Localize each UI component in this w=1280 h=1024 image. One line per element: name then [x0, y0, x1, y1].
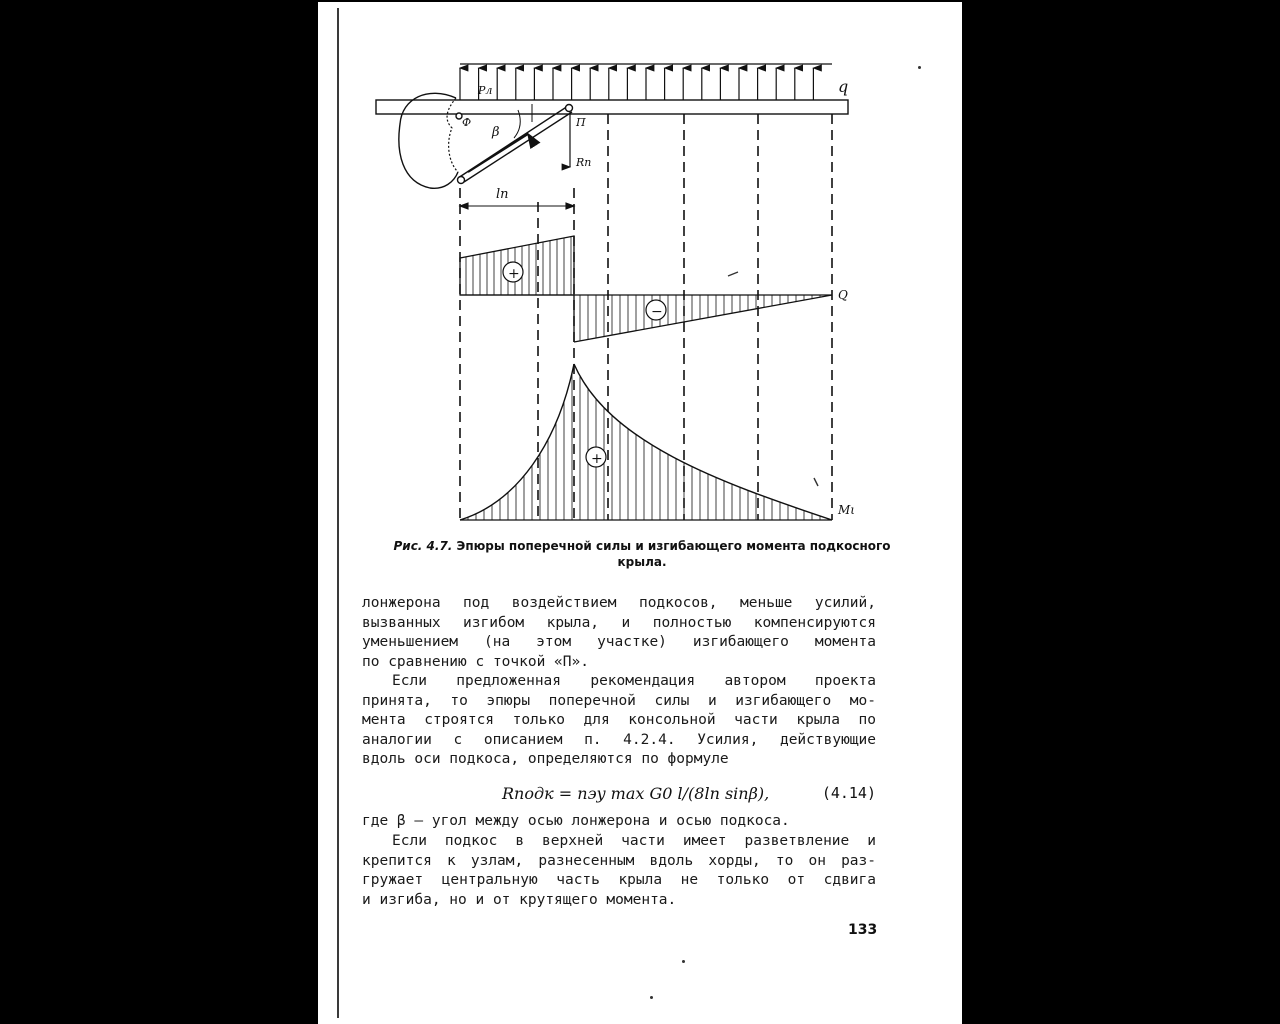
paragraph-4 — [362, 832, 876, 910]
dashed-station-lines — [460, 114, 832, 520]
book-page — [318, 2, 962, 1024]
caption-text: Эпюры поперечной силы и изгибающего момента подкосного крыла. — [456, 539, 891, 569]
text-line: где β — угол между осью лонжерона и осью подкоса. — [362, 813, 790, 829]
formula-expression: Rподк = nэy max G0 l/(8lп sinβ), — [502, 784, 770, 803]
text-line: гружает центральную часть крыла не только от сдвига — [362, 872, 876, 888]
text-line: вдоль оси подкоса, определяются по формуле — [362, 751, 729, 767]
scan-speck — [682, 960, 685, 963]
p-load-label: Pл — [478, 84, 493, 97]
q-minus-text: − — [651, 304, 663, 320]
text-line: мента строятся только для консольной части крыла по — [362, 712, 876, 728]
text-line: Если подкос в верхней части имеет разветвление и — [392, 833, 876, 849]
strut — [456, 105, 573, 184]
lp-label: lп — [496, 187, 509, 202]
strut-wing-diagram — [318, 2, 962, 532]
m-plus-text: + — [591, 451, 603, 467]
text-line: принята, то эпюры поперечной силы и изгибающего мо- — [362, 692, 876, 709]
shear-force-diagram — [460, 236, 832, 342]
text-line: по сравнению с точкой «П». — [362, 653, 589, 670]
formula-4-14 — [362, 784, 876, 806]
text-line: и изгиба, но и от крутящего момента. — [362, 891, 677, 908]
fuselage-outline — [399, 93, 458, 188]
paragraph-1 — [362, 594, 876, 672]
m-axis-label: Mι — [838, 503, 855, 517]
wing-spar — [376, 100, 848, 114]
q-axis-label: Q — [838, 288, 848, 302]
q-plus-text: + — [508, 266, 520, 282]
scan-speck — [650, 996, 653, 999]
lp-dimension — [460, 203, 574, 209]
bending-moment-diagram — [460, 364, 832, 520]
beta-label: β — [492, 125, 500, 140]
paragraph-3 — [362, 812, 876, 832]
text-line: лонжерона под воздействием подкосов, меньше усилий, — [362, 595, 876, 611]
q-load-label: q — [838, 77, 849, 96]
page-number: 133 — [848, 922, 878, 938]
rp-label: Rп — [576, 156, 592, 169]
text-line: уменьшением (на этом участке) изгибающего момента — [362, 634, 876, 650]
text-line: аналогии с описанием п. 4.2.4. Усилия, действующие — [362, 731, 876, 748]
text-line: крепится к узлам, разнесенным вдоль хорды, то он раз- — [362, 852, 876, 869]
distributed-load-arrows — [460, 64, 832, 100]
formula-number: (4.14) — [821, 784, 876, 802]
caption-number: Рис. 4.7. — [393, 539, 453, 553]
paragraph-2 — [362, 672, 876, 770]
text-line: вызванных изгибом крыла, и полностью компенсируются — [362, 614, 876, 631]
pi-point-label: П — [576, 116, 586, 129]
figure-caption — [368, 538, 916, 570]
phi-label: Ф — [462, 116, 472, 129]
scan-speck — [918, 66, 921, 69]
text-line: Если предложенная рекомендация автором проекта — [392, 673, 876, 689]
